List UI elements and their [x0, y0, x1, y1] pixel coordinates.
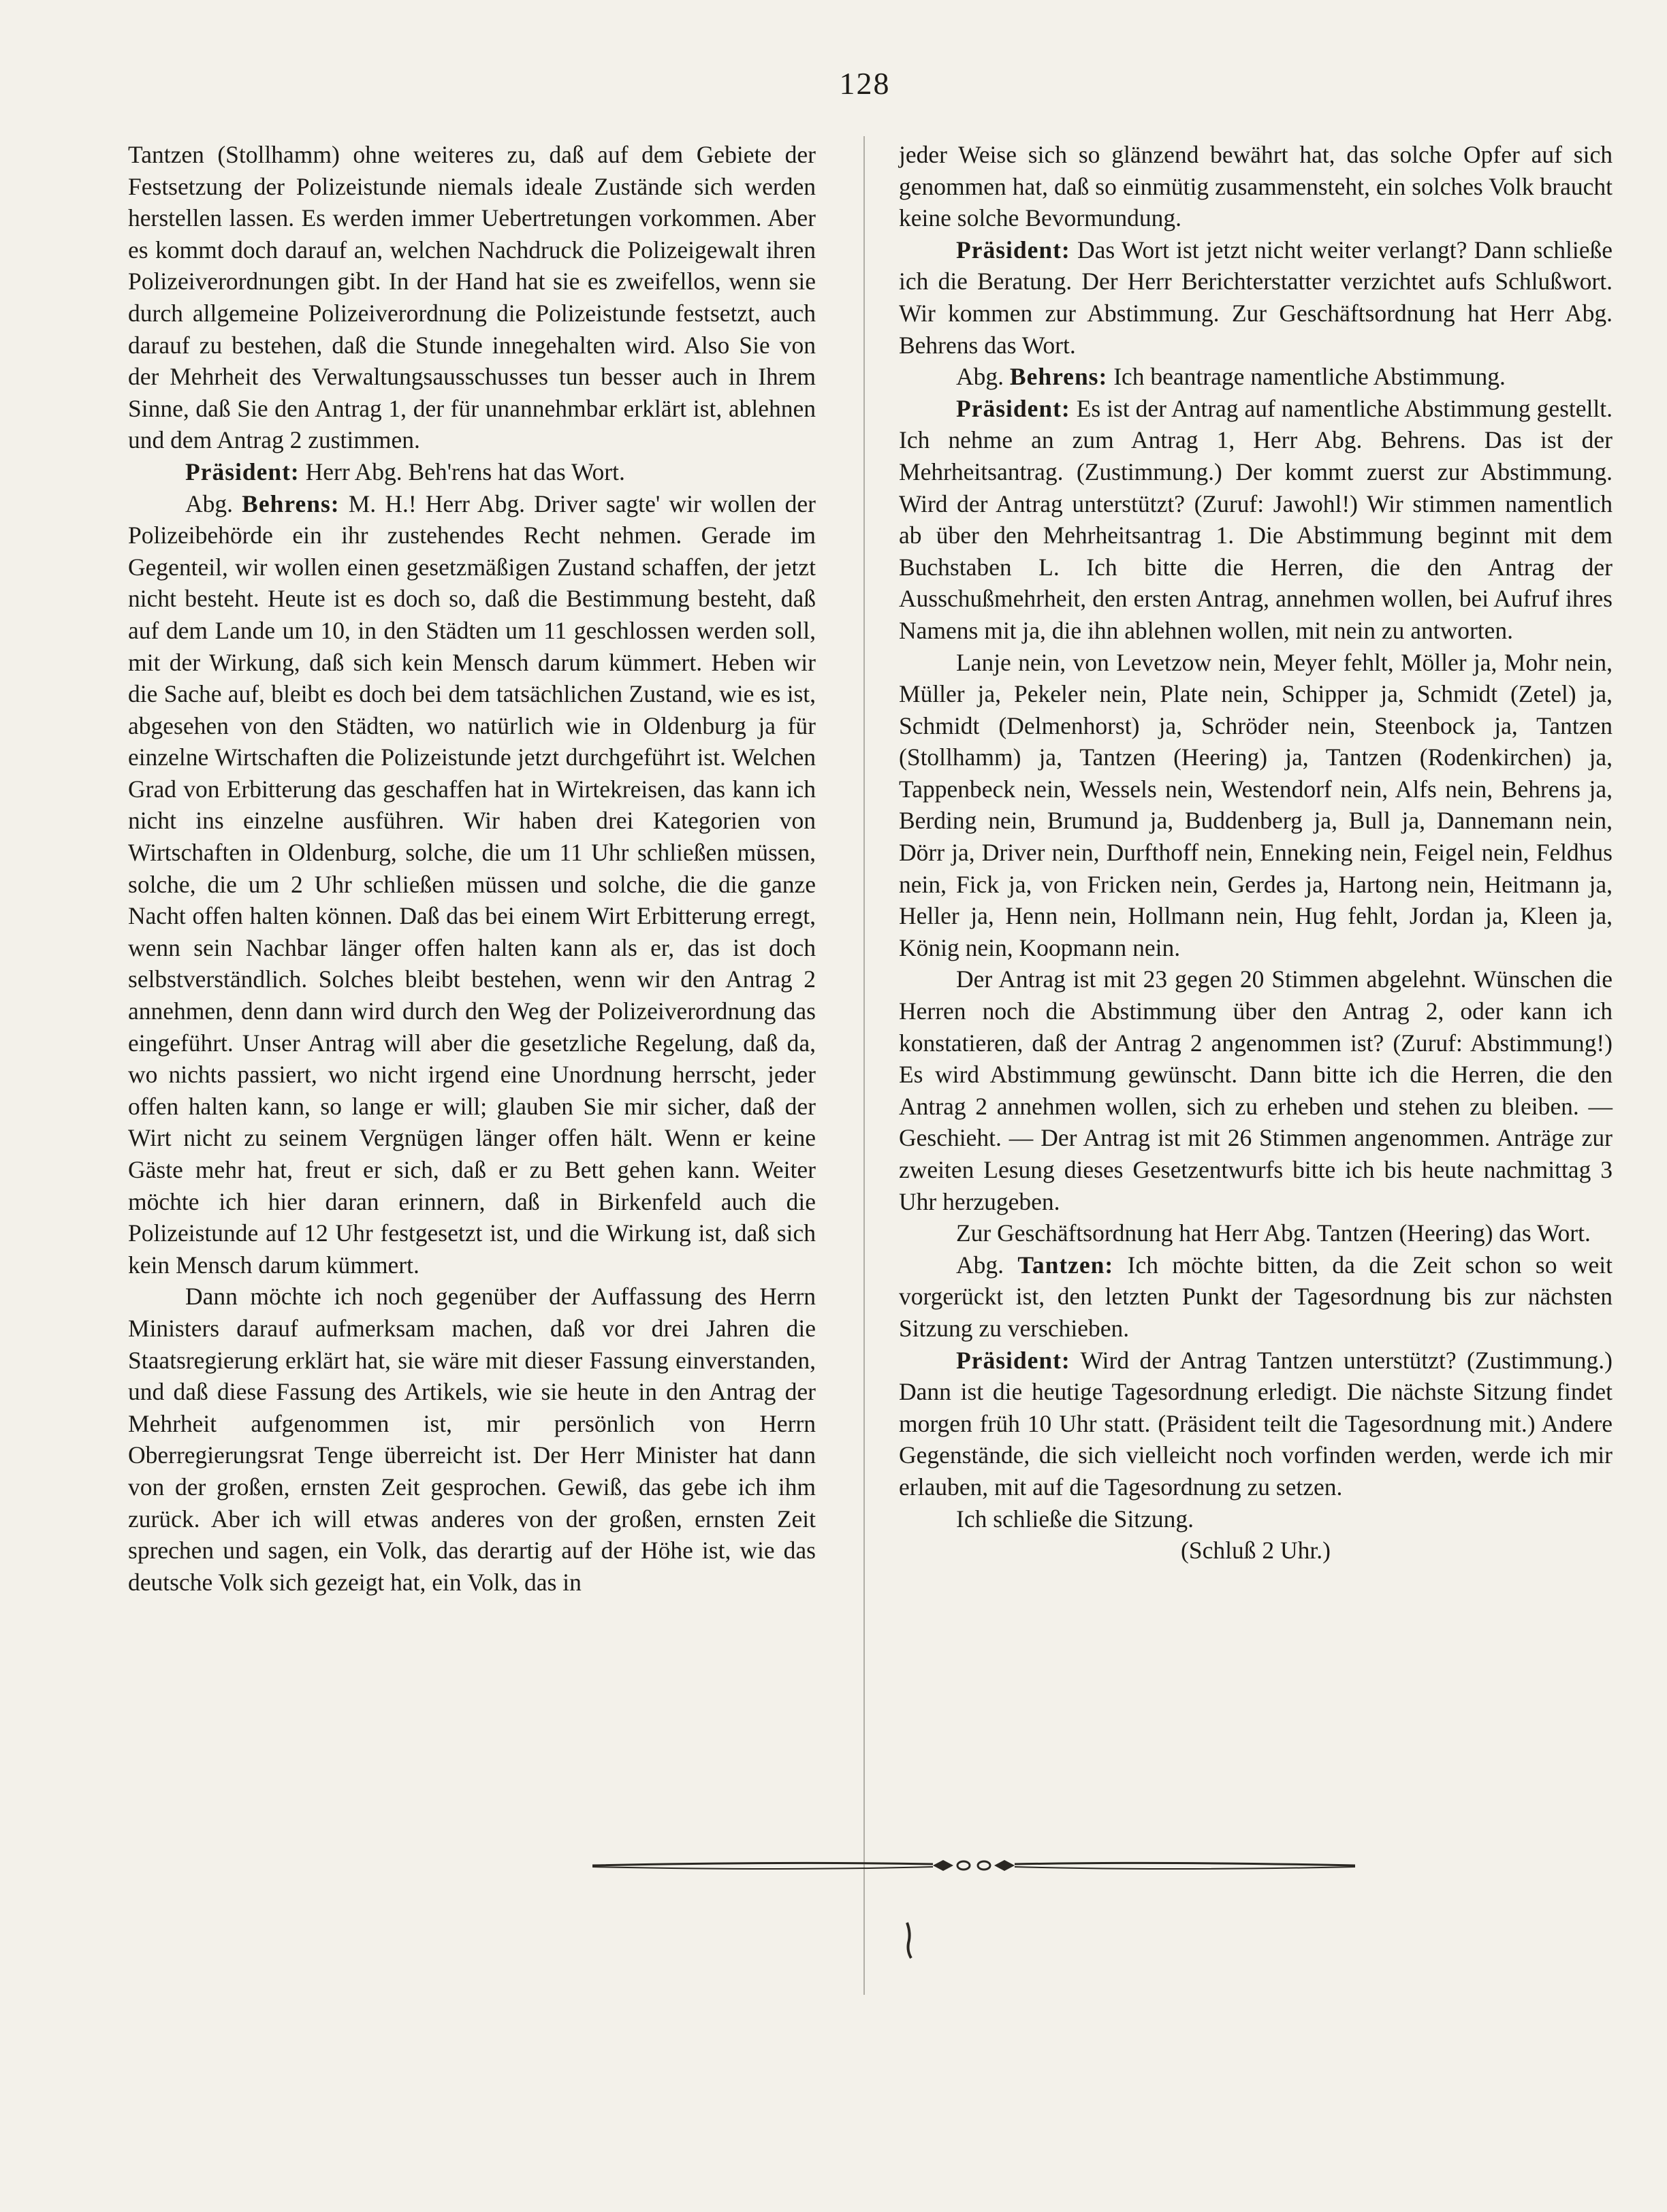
speaker-name: Tantzen:	[1017, 1251, 1114, 1279]
speech-text: Wird der Antrag Tantzen unterstützt? (Zustimmung.) Dann ist die heutige Tagesordnung erledigt. Die nächste Sitzung findet morgen früh 10 Uhr statt. (Präsident teilt die Tagesordnung mit.) Andere Gegenstände, die sich vielleicht noch vorfinden werden, werde ich mir erlauben, mit auf die Tagesordnung zu setzen.	[899, 1346, 1613, 1501]
speech-text: M. H.! Herr Abg. Driver sagte' wir wollen der Polizeibehörde ein ihr zustehendes Recht nehmen. Gerade im Gegenteil, wir wollen einen gesetzmäßigen Zustand schaffen, der jetzt nicht besteht. Heute ist es doch so, daß die Bestimmung besteht, daß auf dem Lande um 10, in den Städten um 11 geschlossen werden soll, mit der Wirkung, daß sich kein Mensch darum kümmert. Heben wir die Sache auf, bleibt es doch bei dem tatsächlichen Zustand, wie es ist, abgesehen von den Städten, wo natürlich wie in Oldenburg ja für einzelne Wirtschaften die Polizeistunde jetzt durchgeführt ist. Welchen Grad von Erbitterung das geschaffen hat in Wirtekreisen, das kann ich nicht ins einzelne ausführen. Wir haben drei Kategorien von Wirtschaften in Oldenburg, solche, die um 11 Uhr schließen müssen, solche, die um 2 Uhr schließen müssen und solche, die die ganze Nacht offen halten können. Daß das bei einem Wirt Erbitterung erregt, wenn sein Nachbar länger offen halten kann als er, das ist doch selbstverständlich. Solches bleibt bestehen, wenn wir den Antrag 2 annehmen, denn dann wird durch den Weg der Polizeiverordnung das eingeführt. Unser Antrag will aber die gesetzliche Regelung, daß da, wo nichts passiert, wo nicht irgend eine Unordnung herrscht, jeder offen halten kann, so lange er will; glauben Sie mir sicher, daß der Wirt nicht zu seinem Vergnügen länger offen hält. Wenn er keine Gäste mehr hat, freut er sich, daß er zu Bett gehen kann. Weiter möchte ich hier daran erinnern, daß in Birkenfeld auch die Polizeistunde auf 12 Uhr festgesetzt ist, und die Wirkung ist, daß sich kein Mensch darum kümmert.	[128, 490, 816, 1279]
ink-mark	[903, 1920, 917, 1961]
paragraph-praesident	[899, 1345, 1613, 1503]
paragraph-behrens	[899, 361, 1613, 393]
speech-text: Herr Abg. Beh'rens hat das Wort.	[299, 458, 625, 485]
session-end-note: (Schluß 2 Uhr.)	[1181, 1537, 1331, 1565]
paragraph-tantzen	[899, 1249, 1613, 1345]
speaker-prefix: Abg.	[956, 363, 1010, 391]
paragraph-behrens	[128, 488, 816, 1281]
speaker-name: Präsident:	[956, 394, 1070, 422]
speaker-prefix: Abg.	[956, 1251, 1018, 1279]
speech-text: Das Wort ist jetzt nicht weiter verlangt? Dann schließe ich die Beratung. Der Herr Berichterstatter verzichtet aufs Schlußwort. Wir kommen zur Abstimmung. Zur Geschäftsordnung hat Herr Abg. Behrens das Wort.	[899, 236, 1613, 359]
paragraph-praesident	[128, 456, 816, 488]
speaker-name: Präsident:	[185, 458, 300, 485]
paragraph: Der Antrag ist mit 23 gegen 20 Stimmen abgelehnt. Wünschen die Herren noch die Abstimmung über den Antrag 2, oder kann ich konstatieren, daß der Antrag 2 angenommen ist? (Zuruf: Abstimmung!) Es wird Abstimmung gewünscht. Dann bitte ich die Herren, die den Antrag 2 annehmen wollen, sich zu erheben und stehen zu bleiben. — Geschieht. — Der Antrag ist mit 26 Stimmen angenommen. Anträge zur zweiten Lesung dieses Gesetzentwurfs bitte ich bis heute nachmittag 3 Uhr herzugeben.	[899, 965, 1613, 1215]
speaker-name: Präsident:	[956, 1346, 1070, 1374]
left-column	[128, 139, 816, 1598]
speaker-name: Präsident:	[956, 236, 1070, 263]
speaker-name: Behrens:	[1009, 363, 1108, 391]
paragraph: Tantzen (Stollhamm) ohne weiteres zu, daß auf dem Gebiete der Festsetzung der Polizeistunde niemals ideale Zustände sich werden herstellen lassen. Es werden immer Uebertretungen vorkommen. Aber es kommt doch darauf an, welchen Nachdruck die Polizeigewalt ihren Polizeiverordnungen gibt. In der Hand hat sie es zweifellos, wenn sie durch allgemeine Polizeiverordnung die Polizeistunde festsetzt, auch darauf zu bestehen, daß die Stunde innegehalten wird. Also Sie von der Mehrheit des Verwaltungsausschusses tun besser auch in Ihrem Sinne, daß Sie den Antrag 1, der für unannehmbar erklärt ist, ablehnen und dem Antrag 2 zustimmen.	[128, 141, 816, 454]
paragraph-praesident	[899, 234, 1613, 361]
speech-text: Ich möchte bitten, da die Zeit schon so weit vorgerückt ist, den letzten Punkt der Tagesordnung bis zur nächsten Sitzung zu verschieben.	[899, 1251, 1613, 1342]
ornamental-rule	[592, 1852, 1355, 1879]
paragraph: Dann möchte ich noch gegenüber der Auffassung des Herrn Ministers darauf aufmerksam machen, daß vor drei Jahren die Staatsregierung erklärt hat, sie wäre mit dieser Fassung einverstanden, und daß diese Fassung des Artikels, wie sie heute in den Antrag der Mehrheit aufgenommen ist, mir persönlich von Herrn Oberregierungsrat Tenge überreicht ist. Der Herr Minister hat dann von der großen, ernsten Zeit gesprochen. Gewiß, das gebe ich ihm zurück. Aber ich will etwas anderes von der großen, ernsten Zeit sprechen und sagen, ein Volk, das derartig auf der Höhe ist, wie das deutsche Volk sich gezeigt hat, ein Volk, das in	[128, 1283, 816, 1596]
speech-text: Ich beantrage namentliche Abstimmung.	[1107, 363, 1506, 391]
column-divider	[863, 136, 865, 1995]
vote-list: Lanje nein, von Levetzow nein, Meyer fehlt, Möller ja, Mohr nein, Müller ja, Pekeler nein, Plate nein, Schipper ja, Schmidt (Zetel) ja, Schmidt (Delmenhorst) ja, Schröder nein, Steenbock ja, Tantzen (Stollhamm) ja, Tantzen (Heering) ja, Tantzen (Rodenkirchen) ja, Tappenbeck nein, Wessels nein, Westendorf nein, Alfs nein, Behrens ja, Berding nein, Brumund ja, Buddenberg ja, Bull ja, Dannemann nein, Dörr ja, Driver nein, Durfthoff nein, Enneking nein, Feigel nein, Feldhus nein, Fick ja, von Fricken nein, Gerdes ja, Hartong nein, Heitmann ja, Heller ja, Henn nein, Hollmann nein, Hug fehlt, Jordan ja, Kleen ja, König nein, Koopmann nein.	[899, 648, 1613, 961]
closing-line: Ich schließe die Sitzung.	[956, 1505, 1194, 1533]
speech-text: Es ist der Antrag auf namentliche Abstimmung gestellt. Ich nehme an zum Antrag 1, Herr Abg. Behrens. Das ist der Mehrheitsantrag. (Zustimmung.) Der kommt zuerst zur Abstimmung. Wird der Antrag unterstützt? (Zuruf: Jawohl!) Wir stimmen namentlich ab über den Mehrheitsantrag 1. Die Abstimmung beginnt mit dem Buchstaben L. Ich bitte die Herren, die den Antrag der Ausschußmehrheit, den ersten Antrag, annehmen wollen, bei Aufruf ihres Namens mit ja, die ihn ablehnen wollen, mit nein zu antworten.	[899, 394, 1613, 644]
paragraph: jeder Weise sich so glänzend bewährt hat, das solche Opfer auf sich genommen hat, daß so einmütig zusammensteht, ein solches Volk braucht keine solche Bevormundung.	[899, 141, 1613, 232]
paragraph: Zur Geschäftsordnung hat Herr Abg. Tantzen (Heering) das Wort.	[956, 1219, 1591, 1247]
page-number: 128	[839, 66, 891, 101]
right-column	[899, 139, 1613, 1567]
speaker-name: Behrens:	[242, 490, 340, 517]
paragraph-praesident	[899, 393, 1613, 647]
speaker-prefix: Abg.	[185, 490, 242, 517]
